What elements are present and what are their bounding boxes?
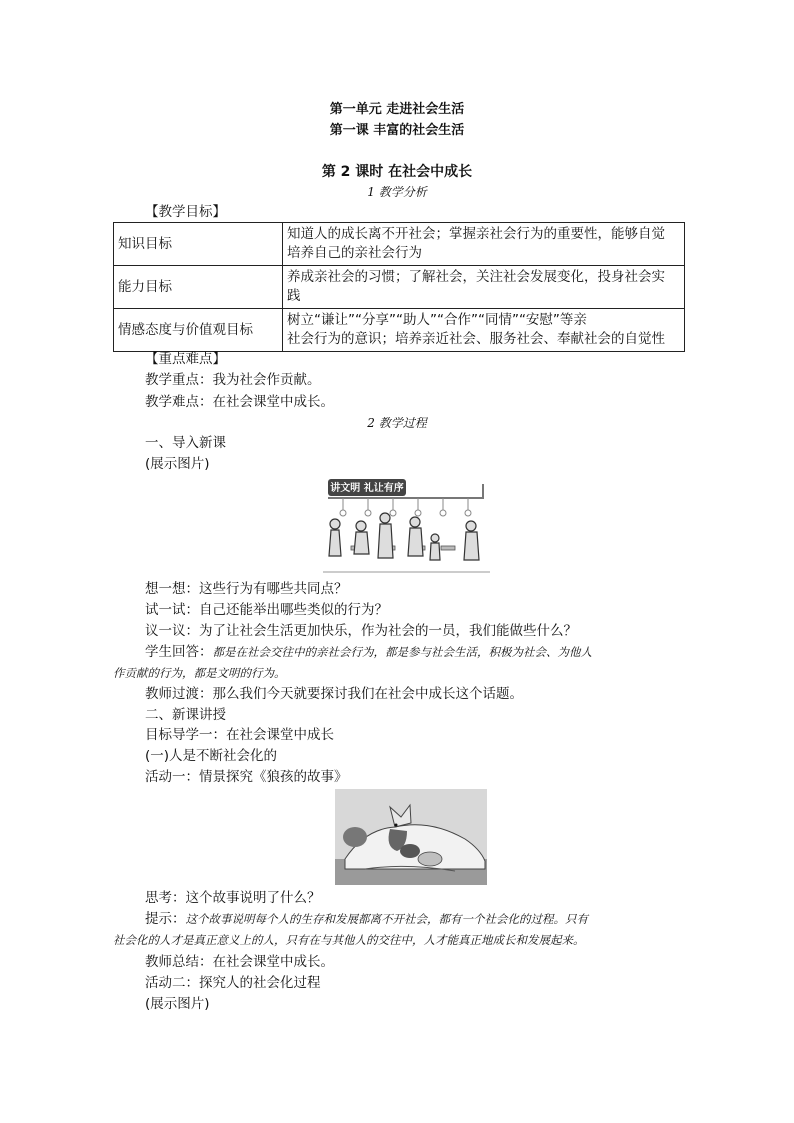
section-analysis-heading: 1 教学分析 <box>367 185 427 199</box>
show-picture-label-2: (展示图片) <box>145 996 210 1012</box>
teacher-summary: 教师总结：在社会课堂中成长。 <box>145 954 334 970</box>
activity-2: 活动二：探究人的社会化过程 <box>145 975 321 991</box>
goal-value: 树立“谦让”“分享”“助人”“合作”“同情”“安慰”等亲 社会行为的意识；培养亲近社会、服务社会、奉献社会的自觉性 <box>283 309 685 352</box>
teaching-goals-heading: 【教学目标】 <box>145 204 226 220</box>
goal-key: 能力目标 <box>114 266 283 309</box>
teaching-goals-table <box>113 222 685 352</box>
target-guide-1: 目标导学一：在社会课堂中成长 <box>145 727 334 743</box>
goal-value: 养成亲社会的习惯；了解社会，关注社会发展变化，投身社会实 践 <box>283 266 685 309</box>
show-picture-label: (展示图片) <box>145 456 210 472</box>
teaching-difficulty: 教学难点：在社会课堂中成长。 <box>145 394 334 410</box>
table-row <box>114 266 685 309</box>
bus-courtesy-illustration <box>323 476 490 576</box>
goal-value: 知道人的成长离不开社会；掌握亲社会行为的重要性，能够自觉 培养自己的亲社会行为 <box>283 223 685 266</box>
question-try: 试一试：自己还能举出哪些类似的行为？ <box>145 602 388 618</box>
hint-continued: 社会化的人才是真正意义上的人，只有在与其他人的交往中，人才能真正地成长和发展起来。 <box>113 933 585 947</box>
wolf-child-illustration <box>335 789 487 885</box>
subsection-1: (一)人是不断社会化的 <box>145 748 278 764</box>
unit-title: 第一单元 走进社会生活 <box>329 102 465 117</box>
hint: 提示：这个故事说明每个人的生存和发展都离不开社会，都有一个社会化的过程。只有 <box>145 911 588 927</box>
lesson-title: 第一课 丰富的社会生活 <box>329 123 465 138</box>
activity-1: 活动一：情景探究《狼孩的故事》 <box>145 769 348 785</box>
period-title: 第 2 课时 在社会中成长 <box>321 164 473 180</box>
think-question: 思考：这个故事说明了什么？ <box>145 890 321 906</box>
teaching-focus: 教学重点：我为社会作贡献。 <box>145 372 321 388</box>
teacher-transition: 教师过渡：那么我们今天就要探讨我们在社会中成长这个话题。 <box>145 686 523 702</box>
table-row <box>114 223 685 266</box>
key-points-heading: 【重点难点】 <box>145 351 226 367</box>
table-row <box>114 309 685 352</box>
section-process-heading: 2 教学过程 <box>367 416 427 430</box>
question-think: 想一想：这些行为有哪些共同点？ <box>145 581 348 597</box>
bus-sign-text: 讲文明 礼让有序 <box>330 483 404 494</box>
new-lesson-heading: 二、新课讲授 <box>145 707 226 723</box>
student-answer-continued: 作贡献的行为，都是文明的行为。 <box>113 666 286 680</box>
student-answer: 学生回答：都是在社会交往中的亲社会行为，都是参与社会生活，积极为社会、为他人 <box>145 644 592 660</box>
question-discuss: 议一议：为了让社会生活更加快乐，作为社会的一员，我们能做些什么？ <box>145 623 577 639</box>
intro-heading: 一、导入新课 <box>145 435 226 451</box>
goal-key: 情感态度与价值观目标 <box>114 309 283 352</box>
goal-key: 知识目标 <box>114 223 283 266</box>
